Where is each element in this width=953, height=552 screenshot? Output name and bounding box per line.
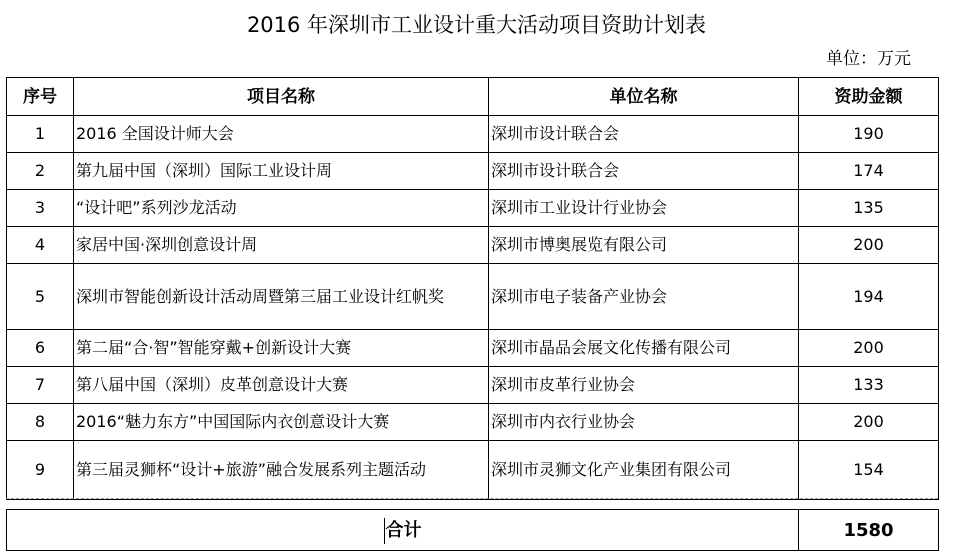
- table-header-row: [7, 78, 939, 116]
- header-project: 项目名称: [74, 78, 489, 116]
- cell-unit: 深圳市皮革行业协会: [489, 367, 799, 404]
- cell-project: 第三届灵狮杯“设计+旅游”融合发展系列主题活动: [74, 441, 489, 500]
- cell-project: 第八届中国（深圳）皮革创意设计大赛: [74, 367, 489, 404]
- cell-unit: 深圳市内衣行业协会: [489, 404, 799, 441]
- cell-no: 4: [7, 227, 74, 264]
- unit-label: 单位：万元: [826, 49, 911, 69]
- table-row: [7, 153, 939, 190]
- cell-project: 第二届“合·智”智能穿戴+创新设计大赛: [74, 330, 489, 367]
- cell-amount: 190: [799, 116, 939, 153]
- table-row: [7, 330, 939, 367]
- cell-unit: 深圳市工业设计行业协会: [489, 190, 799, 227]
- cell-no: 2: [7, 153, 74, 190]
- cell-amount: 194: [799, 264, 939, 330]
- cell-amount: 135: [799, 190, 939, 227]
- cell-project: 第九届中国（深圳）国际工业设计周: [74, 153, 489, 190]
- cell-no: 5: [7, 264, 74, 330]
- cell-amount: 133: [799, 367, 939, 404]
- cell-amount: 174: [799, 153, 939, 190]
- table-row: [7, 190, 939, 227]
- cell-unit: 深圳市设计联合会: [489, 153, 799, 190]
- cell-no: 1: [7, 116, 74, 153]
- total-amount: 1580: [799, 510, 939, 551]
- cell-project: 家居中国·深圳创意设计周: [74, 227, 489, 264]
- cell-amount: 200: [799, 330, 939, 367]
- total-row: [7, 510, 939, 551]
- table-row: [7, 264, 939, 330]
- cell-amount: 200: [799, 227, 939, 264]
- cell-no: 3: [7, 190, 74, 227]
- page-title: 2016 年深圳市工业设计重大活动项目资助计划表: [246, 13, 707, 37]
- table-row: [7, 116, 939, 153]
- cell-unit: 深圳市设计联合会: [489, 116, 799, 153]
- cell-project: 深圳市智能创新设计活动周暨第三届工业设计红帆奖: [74, 264, 489, 330]
- cell-no: 6: [7, 330, 74, 367]
- total-table: [6, 509, 939, 551]
- cell-amount: 154: [799, 441, 939, 500]
- cell-unit: 深圳市电子装备产业协会: [489, 264, 799, 330]
- cell-unit: 深圳市灵狮文化产业集团有限公司: [489, 441, 799, 500]
- header-unit: 单位名称: [489, 78, 799, 116]
- text-cursor: [384, 518, 385, 544]
- table-row: [7, 441, 939, 500]
- total-label-cell[interactable]: [7, 510, 799, 551]
- cell-project: 2016 全国设计师大会: [74, 116, 489, 153]
- cell-unit: 深圳市博奥展览有限公司: [489, 227, 799, 264]
- cell-unit: 深圳市晶品会展文化传播有限公司: [489, 330, 799, 367]
- cell-no: 8: [7, 404, 74, 441]
- cell-project: “设计吧”系列沙龙活动: [74, 190, 489, 227]
- header-no: 序号: [7, 78, 74, 116]
- page-break-line: [6, 498, 938, 499]
- cell-no: 7: [7, 367, 74, 404]
- cell-no: 9: [7, 441, 74, 500]
- cell-project: 2016“魅力东方”中国国际内衣创意设计大赛: [74, 404, 489, 441]
- total-label: 合计: [385, 520, 422, 541]
- header-amount: 资助金额: [799, 78, 939, 116]
- funding-table: [6, 77, 939, 500]
- table-row: [7, 227, 939, 264]
- cell-amount: 200: [799, 404, 939, 441]
- table-row: [7, 404, 939, 441]
- table-row: [7, 367, 939, 404]
